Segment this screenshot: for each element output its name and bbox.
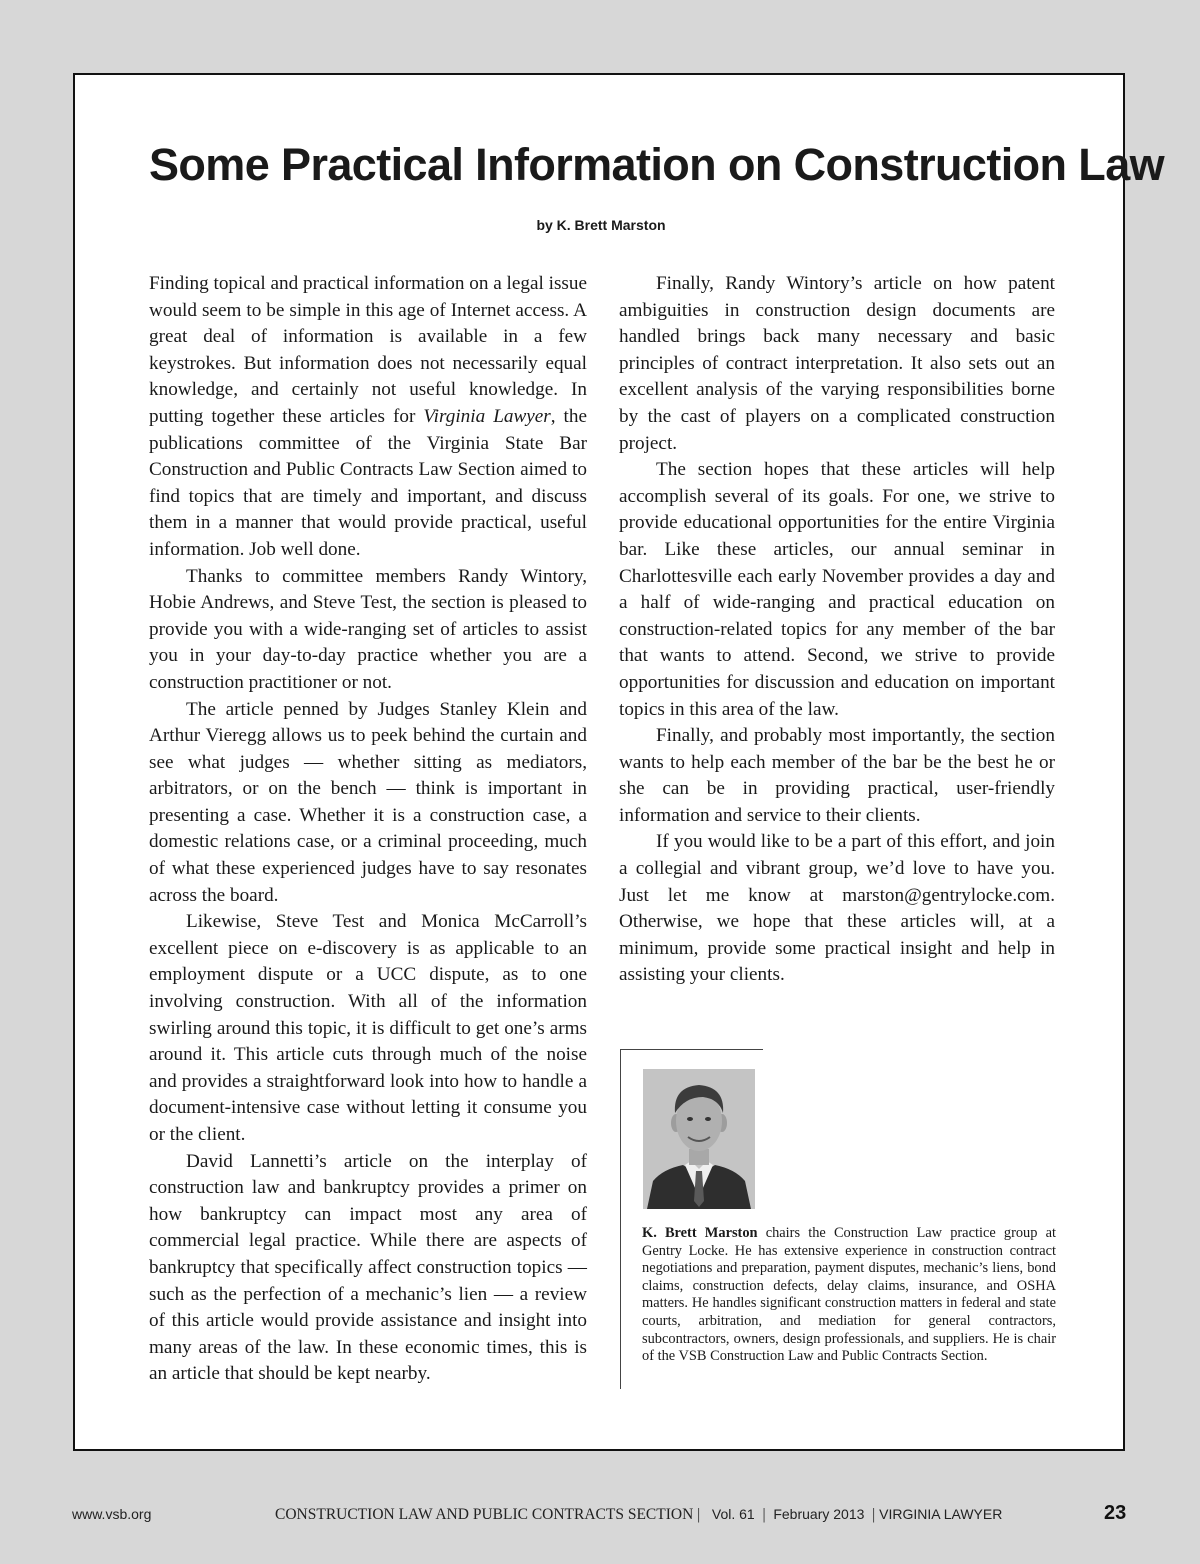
paragraph: If you would like to be a part of this effort, and join a collegial and vibrant group, we’d love to have you. Just let me know at marston@gentrylocke.com. Otherwise, we hope that these articles will, at a minimum, provide some practical insight and help in assisting your clients. [619, 831, 1055, 986]
paragraph: Thanks to committee members Randy Wintory, Hobie Andrews, and Steve Test, the section is pleased to provide you with a wide-ranging set of articles to assist you in your day-to-day practice whether you are a construction practitioner or not. [149, 565, 587, 693]
paragraph: Finding topical and practical information on a legal issue would seem to be simple in this age of Internet access. A great deal of information is available in a few keystrokes. But information does not necessarily equal knowledge, and certainly not useful knowledge. In putting together these articles for Virginia Lawyer, the publications committee of the Virginia State Bar Construction and Public Contracts Law Section aimed to find topics that are timely and important, and discuss them in a manner that would provide practical, useful information. Job well done. [149, 273, 587, 560]
bio-divider-horizontal [620, 1049, 763, 1050]
footer-url[interactable]: www.vsb.org [72, 1506, 152, 1522]
article-byline: by K. Brett Marston [536, 217, 666, 233]
author-bio: K. Brett Marston chairs the Construction Law practice group at Gentry Locke. He has extensive experience in construction contract negotiations and preparation, payment disputes, mechanic’s liens, bond claims, construction defects, delay claims, insurance, and OSHA matters. He handles significant construction matters in federal and state courts, arbitration, and mediation for general contractors, subcontractors, owners, design professionals, and suppliers. He is chair of the VSB Construction Law and Public Contracts Section. [642, 1225, 1056, 1365]
page-number: 23 [1104, 1502, 1127, 1524]
paragraph: Finally, Randy Wintory’s article on how patent ambiguities in construction design documents are handled brings back many necessary and basic principles of contract interpretation. It also sets out an excellent analysis of the varying responsibilities borne by the cast of players on a complicated construction project. [619, 273, 1055, 454]
page-frame [73, 73, 1165, 1451]
left-column [149, 271, 587, 1388]
page-footer [0, 1502, 1200, 1532]
right-column [619, 271, 1055, 989]
paragraph: The section hopes that these articles will help accomplish several of its goals. For one, we strive to provide educational opportunities for the entire Virginia bar. Like these articles, our annual seminar in Charlottesville each early November provides a day and a half of wide-ranging and practical education on construction-related topics for any member of the bar that wants to attend. Second, we strive to provide opportunities for discussion and education on important topics in this area of the law. [619, 459, 1055, 720]
author-bio-box [620, 1049, 1060, 1389]
footer-running-title: CONSTRUCTION LAW AND PUBLIC CONTRACTS SECTION | Vol. 61 | February 2013 | VIRGINIA LAWYER [275, 1506, 1003, 1523]
author-photo [643, 1069, 755, 1209]
author-portrait-icon [643, 1069, 755, 1209]
bio-divider-vertical [620, 1049, 621, 1389]
article-title: Some Practical Information on Construction Law [149, 139, 1165, 190]
publication-name: Virginia Lawyer [423, 405, 551, 427]
author-name: K. Brett Marston [642, 1225, 758, 1241]
paragraph: David Lannetti’s article on the interplay of construction law and bankruptcy provides a primer on how bankruptcy can impact most any area of commercial legal practice. While there are aspects of bankruptcy that specifically affect construction topics — such as the perfection of a mechanic’s lien — a review of this article would provide assistance and insight into many areas of the law. In these economic times, this is an article that should be kept nearby. [149, 1150, 587, 1385]
paragraph: Finally, and probably most importantly, the section wants to help each member of the bar be the best he or she can be in providing practical, user-friendly information and service to their clients. [619, 725, 1055, 826]
paragraph: Likewise, Steve Test and Monica McCarroll’s excellent piece on e-discovery is as applicable to an employment dispute or a UCC dispute, as to one involving construction. With all of the information swirling around this topic, it is difficult to get one’s arms around it. This article cuts through much of the noise and provides a straightforward look into how to handle a document-intensive case without letting it consume you or the client. [149, 911, 587, 1145]
paragraph: The article penned by Judges Stanley Klein and Arthur Vieregg allows us to peek behind the curtain and see what judges — whether sitting as mediators, arbitrators, or on the bench — think is important in presenting a case. Whether it is a construction case, a domestic relations case, or a criminal proceeding, much of what these experienced judges have to say resonates across the board. [149, 698, 587, 906]
